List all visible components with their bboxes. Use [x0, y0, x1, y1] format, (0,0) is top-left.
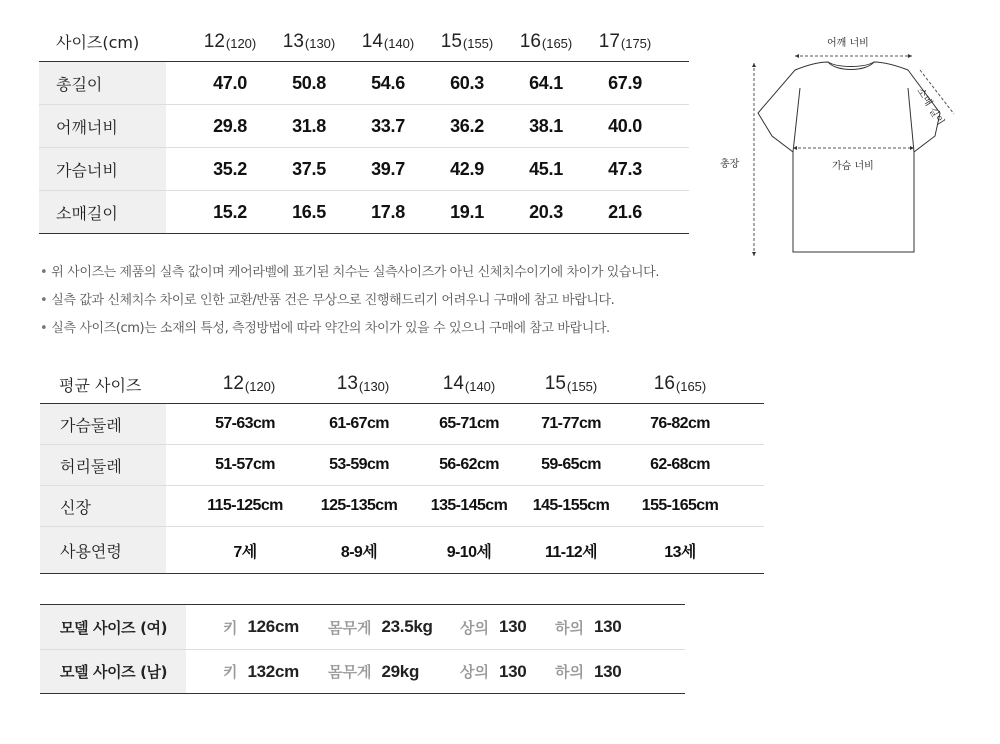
size-column-header: 17 (175)	[598, 30, 652, 52]
model-weight: 몸무게 29kg	[328, 661, 420, 681]
model-height: 키 126cm	[223, 617, 299, 637]
size-value: 16.5	[292, 201, 326, 222]
average-size-row	[40, 486, 764, 527]
avg-size-value: 57-63cm	[215, 415, 275, 432]
model-size-row	[40, 605, 685, 650]
avg-size-value: 51-57cm	[215, 456, 275, 473]
avg-size-value: 11-12세	[545, 543, 597, 561]
row-label: 사용연령	[40, 527, 166, 573]
size-table-header	[39, 22, 689, 62]
avg-size-value: 155-165cm	[641, 497, 719, 514]
size-value: 15.2	[213, 201, 247, 222]
size-value: 40.0	[608, 115, 642, 136]
average-size-row	[40, 445, 764, 486]
size-notes	[40, 262, 720, 346]
avg-size-value: 13세	[664, 543, 696, 561]
size-value: 60.3	[450, 72, 484, 93]
model-size-table	[40, 604, 685, 694]
size-value: 36.2	[450, 115, 484, 136]
avg-size-value: 61-67cm	[329, 415, 389, 432]
size-value: 38.1	[529, 115, 563, 136]
avg-size-column-header: 16 (165)	[653, 373, 707, 394]
size-value: 20.3	[529, 201, 563, 222]
chest-width-label: 가슴 너비	[832, 161, 874, 172]
avg-size-column-header: 15 (155)	[544, 373, 598, 394]
avg-size-value: 7세	[233, 543, 257, 561]
model-top-size: 상의 130	[460, 661, 527, 681]
model-top-size: 상의 130	[460, 617, 527, 637]
size-value: 45.1	[529, 158, 563, 179]
note-item: • 실측 값과 신체치수 차이로 인한 교환/반품 건은 무상으로 진행해드리기 어려우니 구매에 참고 바랍니다.	[40, 293, 615, 308]
size-value: 64.1	[529, 72, 563, 93]
size-value: 54.6	[371, 72, 405, 93]
size-column-header: 13 (130)	[282, 30, 336, 52]
tshirt-outline-icon	[720, 28, 990, 268]
row-label: 가슴너비	[39, 148, 166, 190]
size-column-header: 16 (165)	[519, 30, 573, 52]
size-value: 42.9	[450, 158, 484, 179]
avg-size-value: 71-77cm	[541, 415, 601, 432]
size-table-row	[39, 191, 689, 234]
size-table-header-label: 사이즈(cm)	[56, 33, 140, 52]
size-column-header: 12 (120)	[203, 30, 257, 52]
model-size-row	[40, 650, 685, 694]
size-value: 21.6	[608, 201, 642, 222]
size-column-header: 15 (155)	[440, 30, 494, 52]
row-label: 허리둘레	[40, 445, 166, 485]
sleeve-length-label: 소매 길이	[914, 86, 946, 128]
avg-size-value: 135-145cm	[430, 497, 508, 514]
row-label: 모델 사이즈 (여)	[40, 605, 186, 649]
row-label: 총길이	[39, 62, 166, 104]
avg-size-column-header: 13 (130)	[336, 373, 390, 394]
avg-size-value: 56-62cm	[439, 456, 499, 473]
size-value: 50.8	[292, 72, 326, 93]
row-label: 가슴둘레	[40, 404, 166, 444]
avg-size-value: 8-9세	[340, 543, 378, 561]
row-label: 소매길이	[39, 191, 166, 233]
avg-size-value: 9-10세	[446, 543, 492, 561]
average-size-header	[40, 365, 764, 404]
note-item: • 위 사이즈는 제품의 실측 값이며 케어라벨에 표기된 치수는 실측사이즈가 아닌 신체치수이기에 차이가 있습니다.	[40, 265, 660, 280]
average-size-table	[40, 365, 764, 574]
size-value: 39.7	[371, 158, 405, 179]
size-value: 29.8	[213, 115, 247, 136]
size-value: 67.9	[608, 72, 642, 93]
size-value: 17.8	[371, 201, 405, 222]
size-table-row	[39, 62, 689, 105]
row-label: 어깨너비	[39, 105, 166, 147]
size-table-row	[39, 105, 689, 148]
average-size-header-label: 평균 사이즈	[59, 375, 142, 395]
avg-size-value: 65-71cm	[439, 415, 499, 432]
size-value: 33.7	[371, 115, 405, 136]
size-value: 37.5	[292, 158, 326, 179]
total-length-label: 총장	[720, 159, 740, 170]
average-size-row	[40, 527, 764, 574]
avg-size-value: 115-125cm	[207, 497, 283, 514]
tshirt-measurement-diagram	[720, 28, 990, 268]
size-value: 19.1	[450, 201, 484, 222]
avg-size-value: 62-68cm	[650, 456, 710, 473]
avg-size-value: 76-82cm	[650, 415, 710, 432]
size-value: 31.8	[292, 115, 326, 136]
model-height: 키 132cm	[223, 661, 299, 681]
size-value: 35.2	[213, 158, 247, 179]
model-bottom-size: 하의 130	[555, 661, 622, 681]
avg-size-value: 145-155cm	[532, 497, 610, 514]
avg-size-value: 125-135cm	[320, 497, 398, 514]
size-value: 47.0	[213, 72, 247, 93]
model-bottom-size: 하의 130	[555, 617, 622, 637]
avg-size-column-header: 12 (120)	[222, 373, 276, 394]
size-table-row	[39, 148, 689, 191]
avg-size-value: 59-65cm	[541, 456, 601, 473]
size-column-header: 14 (140)	[361, 30, 415, 52]
avg-size-column-header: 14 (140)	[442, 373, 496, 394]
size-value: 47.3	[608, 158, 642, 179]
avg-size-value: 53-59cm	[329, 456, 389, 473]
size-table	[39, 22, 689, 234]
row-label: 신장	[40, 486, 166, 526]
model-weight: 몸무게 23.5kg	[328, 617, 433, 637]
row-label: 모델 사이즈 (남)	[40, 650, 186, 693]
note-item: • 실측 사이즈(cm)는 소재의 특성, 측정방법에 따라 약간의 차이가 있을 수 있으니 구매에 참고 바랍니다.	[40, 321, 610, 336]
average-size-row	[40, 404, 764, 445]
shoulder-width-label: 어깨 너비	[827, 38, 869, 49]
